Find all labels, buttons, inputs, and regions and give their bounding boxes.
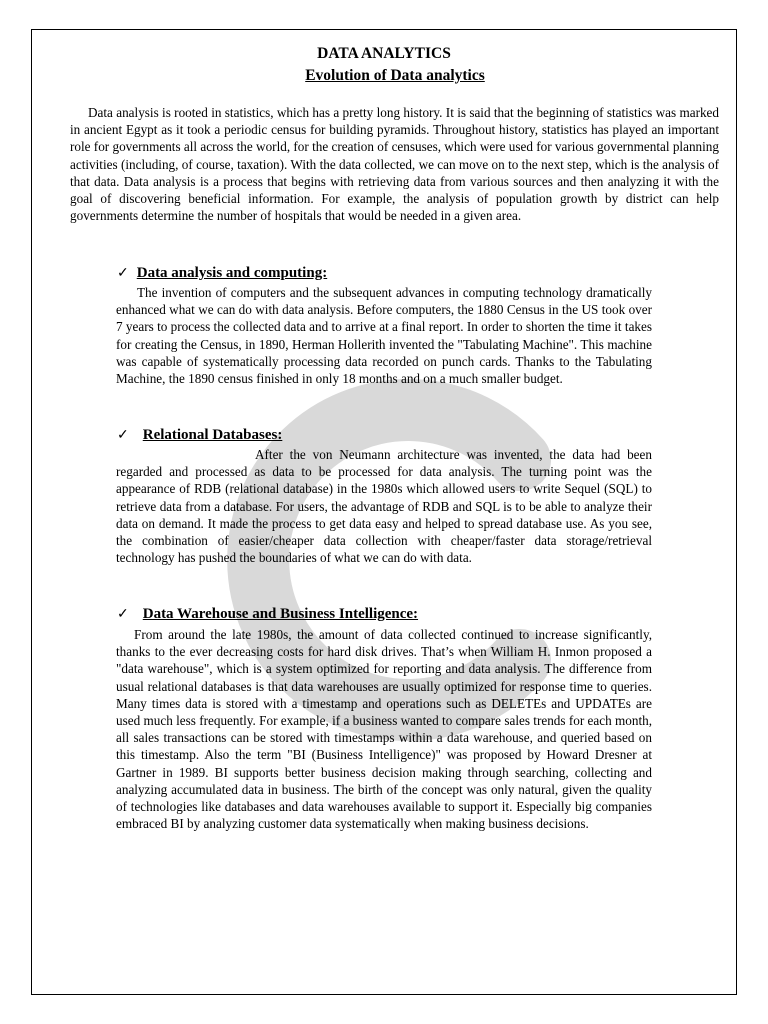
document-title: DATA ANALYTICS	[317, 45, 451, 62]
document-subtitle	[0, 67, 768, 85]
section-heading-computing	[117, 264, 327, 283]
section-heading-text: Data Warehouse and Business Intelligence:	[142, 606, 419, 622]
section-body-data-warehouse: From around the late 1980s, the amount of data collected continued to increase significantly, thanks to the ever decreasing costs for hard disk drives. That’s when William H. Inmon proposed a "data warehouse", which is a system optimized for reporting and data analysis. The difference from usual relational databases is that data warehouses are usually optimized for response time to queries. Many times data is stored with a timestamp and operations such as DELETEs and UPDATEs are used much less frequently. For example, if a business wanted to compare sales trends for each month, all sales transactions can be stored with timestamps within a data warehouse, and queried based on this timestamp. Also the term "BI (Business Intelligence)" was proposed by Howard Dresner at Gartner in 1989. BI supports better business decision making through searching, collecting and analyzing accumulated data in business. The birth of the concept was only natural, given the quality of technologies like databases and data warehouses available to support it. Especially big companies embraced BI by analyzing customer data systematically when making business decisions.	[116, 627, 652, 832]
intro-paragraph: Data analysis is rooted in statistics, which has a pretty long history. It is said that the beginning of statistics was marked in ancient Egypt as it took a periodic census for building pyramids. Throughout history, statistics has played an important role for governments all across the world, for the creation of censuses, which were used for various governmental planning activities (including, of course, taxation). With the data collected, we can move on to the next step, which is the analysis of that data. Data analysis is a process that begins with retrieving data from various sources and then analyzing it with the goal of discovering beneficial information. For example, the analysis of population growth by district can help governments determine the number of hospitals that would be needed in a given area.	[70, 105, 719, 224]
checkmark-icon: ✓	[117, 266, 129, 281]
subtitle-text: Evolution of Data analytics	[305, 67, 485, 84]
section-body-relational-databases: After the von Neumann architecture was invented, the data had been regarded and processed as data to be processed for data analysis. The turning point was the appearance of RDB (relational database) in the 1980s which allowed users to write Sequel (SQL) to retrieve data from a database. For users, the advantage of RDB and SQL is to be able to analyze their data on demand. It made the process to get data easy and helped to spread database use. As you see, the combination of easier/cheaper data collection with cheaper/faster data storage/retrieval technology has pushed the boundaries of what we can do with data.	[116, 447, 652, 566]
section-heading-text: Data analysis and computing:	[136, 265, 328, 281]
section-body-computing: The invention of computers and the subsequent advances in computing technology dramatically enhanced what we can do with data analysis. Before computers, the 1880 Census in the US took over 7 years to process the collected data and to arrive at a final report. In order to shorten the time it takes for creating the Census, in 1890, Herman Hollerith invented the "Tabulating Machine". This machine was capable of systematically processing data recorded on punch cards. Thanks to the Tabulating Machine, the 1890 census finished in only 18 months and on a much smaller budget.	[116, 285, 652, 387]
section-heading-text: Relational Databases:	[142, 427, 283, 443]
checkmark-icon: ✓	[117, 607, 129, 622]
section-heading-relational-databases	[117, 426, 282, 445]
section-heading-data-warehouse	[117, 605, 418, 624]
checkmark-icon: ✓	[117, 428, 129, 443]
